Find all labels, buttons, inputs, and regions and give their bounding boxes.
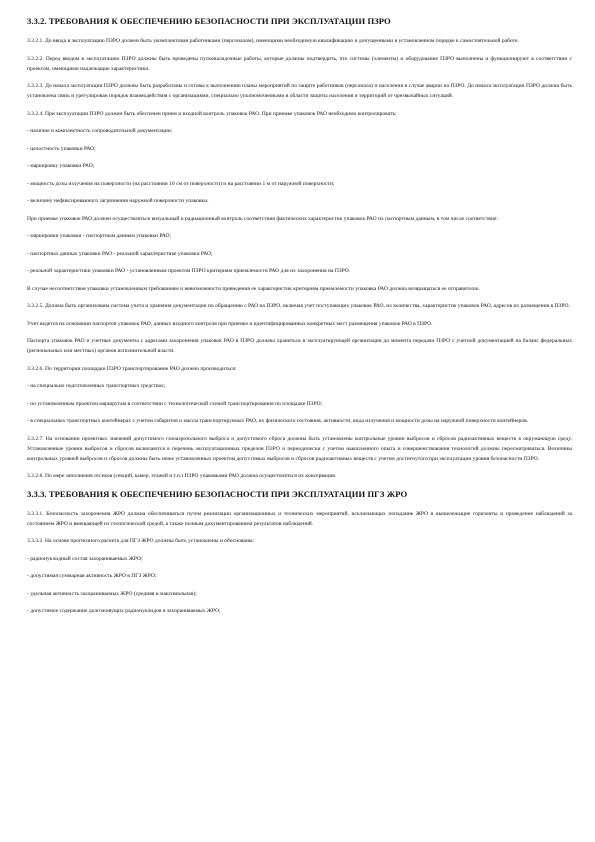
paragraph: При приемке упаковок РАО должен осуществляться визуальный и радиационный контроль соответствия фактических характеристик упаковок РАО их паспортным данным, в том числе соответствие: — [27, 215, 498, 222]
section-body-3-3-3 — [27, 509, 572, 617]
list-item: - паспортных данных упаковки РАО - реальной характеристике упаковки РАО; — [27, 250, 213, 257]
paragraph: 3.3.2.2. Перед вводом в эксплуатацию ПЗРО должны быть проведены пусконаладочные работы, которые должны подтвердить, что системы (элементы) и оборудование ПЗРО выполнены и функционируют в соответствии с проектом, имеющими надлежащие характеристики. — [27, 55, 572, 72]
list-item: - радионуклидный состав захораниваемых ЖРО; — [27, 555, 143, 562]
paragraph: 3.3.2.3. До начала эксплуатации ПЗРО должны быть разработаны и готовы к выполнению планы мероприятий по защите работников (персонала) и населения в случае аварии на ПЗРО. До начала эксплуатации ПЗРО должна быть установлена связь и урегулирован порядок взаимодействия с организациями, специально уполномоченными в области защиты населения и территорий от чрезвычайных ситуаций. — [27, 83, 572, 99]
section-heading-3-3-2: 3.3.2. ТРЕБОВАНИЯ К ОБЕСПЕЧЕНИЮ БЕЗОПАСНОСТИ ПРИ ЭКСПЛУАТАЦИИ ПЗРО — [27, 16, 391, 26]
list-item: - величину нефиксированного загрязнения наружной поверхности упаковки. — [27, 198, 209, 204]
paragraph: 3.3.2.1. До ввода в эксплуатацию ПЗРО должен быть укомплектован работниками (персоналом), имеющими необходимую квалификацию и допущенными в установленном порядке к самостоятельной работе. — [27, 38, 519, 44]
list-item: - целостность упаковки РАО; — [27, 145, 96, 152]
paragraph: В случае несоответствия упаковки установленным требованиям и невозможности приведения ее характеристик критериям приемлемости упаковка РАО должна возвращаться ее отправителю. — [27, 285, 480, 292]
list-item: - наличие и комплектность сопроводительной документации; — [27, 128, 173, 134]
section-body-3-3-2 — [27, 36, 572, 481]
paragraph: 3.3.2.4. При эксплуатации ПЗРО должен быть обеспечен прием и входной контроль упаковок РАО. При приемке упаковок РАО необходимо контролировать: — [27, 110, 397, 117]
paragraph: Учет ведется на основании паспортов упаковок РАО, данных входного контроля при приемке и идентифицированных конкретных мест размещения упаковок РАО в ПЗРО. — [27, 320, 433, 327]
list-item: - маркировки упаковки - паспортным данным упаковки РАО; — [27, 233, 172, 239]
list-item: - допустимая суммарная активность ЖРО в ПГЗ ЖРО; — [27, 573, 157, 579]
paragraph: Паспорта упаковок РАО и учетные документы с адресами захоронения упаковок РАО в ПЗРО должны храниться в эксплуатирующей организации до момента передачи ПЗРО с учетной документацией на баланс федеральных (региональных или местных) органов исполнительной власти. — [27, 338, 572, 354]
document-page — [27, 16, 572, 624]
list-item: - на специально подготовленных транспортных средствах; — [27, 383, 166, 389]
list-item: - удельная активность захораниваемых ЖРО (средняя и максимальная); — [27, 590, 197, 597]
list-item: - реальной характеристики упаковки РАО - установленным проектом ПЗРО критериям приемлемости РАО для их захоронения на ПЗРО. — [27, 268, 351, 274]
list-item: - мощность дозы излучения на поверхности (на расстоянии 10 см от поверхности) и на расстоянии 1 м от наружной поверхности; — [27, 180, 335, 187]
list-item: - в специальных транспортных контейнерах с учетом габаритов и массы транспортируемых РАО, их физического состояния, активности, вида излучения и мощности дозы на наружной поверхности контейнеров. — [27, 418, 529, 424]
paragraph: 3.3.2.8. По мере заполнения отсеков (секций, камер, этажей и т.п.) ПЗРО упаковками РАО должна осуществляться их консервация. — [27, 473, 337, 479]
list-item: - допустимое содержание долгоживущих радионуклидов в захораниваемых ЖРО; — [27, 608, 221, 614]
list-item: - маркировку упаковки РАО; — [27, 163, 95, 169]
section-heading-3-3-3: 3.3.3. ТРЕБОВАНИЯ К ОБЕСПЕЧЕНИЮ БЕЗОПАСНОСТИ ПРИ ЭКСПЛУАТАЦИИ ПГЗ ЖРО — [27, 488, 408, 499]
paragraph: 3.3.2.5. Должна быть организована система учета и хранения документации по обращению с РАО на ПЗРО, включая учет поступающих упаковок РАО, их количества, характеристик упаковок РАО, адресов их размещения в ПЗРО. — [27, 303, 570, 309]
paragraph: 3.3.3.2. На основе прогнозного расчета для ПГЗ ЖРО должны быть установлены и обоснованы: — [27, 538, 255, 544]
paragraph: 3.3.2.7. На основании проектных значений допустимого газоаэрозольного выброса и допустимого сброса должны быть установлены контрольные уровни выбросов и сбросов радиоактивных веществ в окружающую среду. Установленные уровни выбросов и сбросов включаются в перечень эксплуатационных пределов ПЗРО и периодически с учетом накопленного опыта и совершенствования технологий должны пересматриваться. Величины контрольных уровней выбросов и сбросов должны быть ниже установленных проектом допустимых выбросов и сбросов радиоактивных веществ с учетом достигнутого при эксплуатации уровня безопасности ПЗРО. — [27, 435, 572, 462]
list-item: - по установленным проектом маршрутам в соответствии с технологической схемой транспортирования по площадке ПЗРО; — [27, 400, 323, 407]
paragraph: 3.3.2.6. По территории площадки ПЗРО транспортирование РАО должно производиться: — [27, 365, 237, 372]
paragraph: 3.3.3.1. Безопасность захоронения ЖРО должна обеспечиваться путем реализации организационных и технических мероприятий, исключающих попадание ЖРО в вышележащие горизонты и проведение наблюдений за состоянием ЖРО и вмещающей их геологической средой, а также полным документированием результатов наблюдений. — [27, 510, 572, 527]
